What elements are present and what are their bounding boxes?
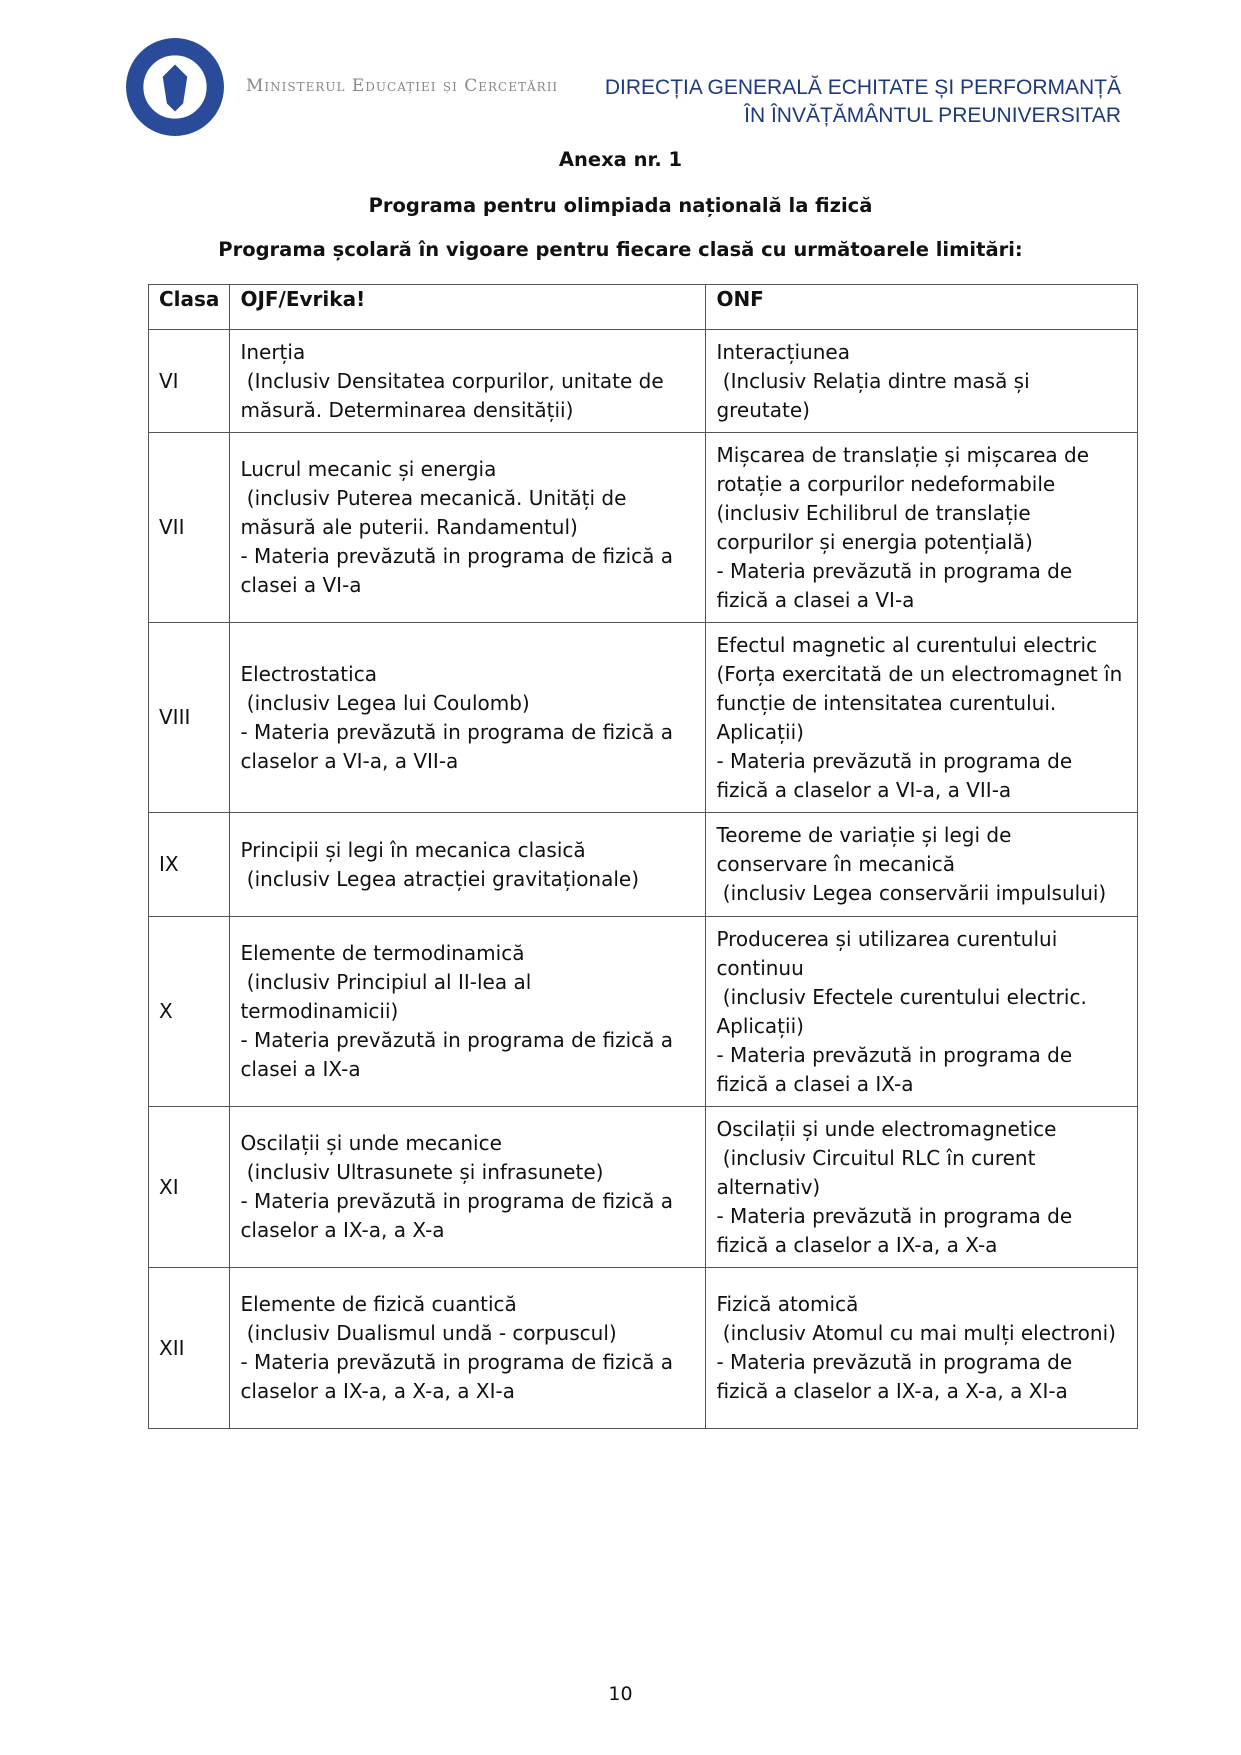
cell-clasa-container	[149, 1107, 230, 1268]
cell-onf: Mișcarea de translație și mișcarea de rotație a corpurilor nedeformabile (inclusiv Echilibrul de translație corpurilor și energia potențială) - Materia prevăzută in programa de fizică a clasei a VI-a	[716, 442, 1090, 612]
directorate-name	[605, 74, 1121, 130]
cell-ojf: Electrostatica (inclusiv Legea lui Coulomb) - Materia prevăzută in programa de fizică a claselor a VI-a, a VII-a	[240, 661, 674, 773]
cell-ojf: Principii și legi în mecanica clasică (inclusiv Legea atracției gravitaționale)	[240, 837, 640, 891]
header-ojf: OJF/Evrika!	[230, 285, 706, 330]
cell-onf: Oscilații și unde electromagnetice (inclusiv Circuitul RLC în curent alternativ) - Materia prevăzută in programa de fizică a claselor a IX-a, a X-a	[716, 1116, 1073, 1257]
table-header-row	[149, 285, 1138, 330]
table-row	[149, 1107, 1138, 1268]
cell-ojf-container	[230, 1268, 706, 1429]
table-row	[149, 433, 1138, 623]
cell-clasa-container	[149, 917, 230, 1107]
directorate-line-2: ÎN ÎNVĂȚĂMÂNTUL PREUNIVERSITAR	[744, 104, 1121, 127]
cell-clasa-container	[149, 330, 230, 433]
cell-onf-container	[706, 1268, 1138, 1429]
cell-onf-container	[706, 813, 1138, 917]
cell-onf: Producerea și utilizarea curentului continuu (inclusiv Efectele curentului electric. Aplicații) - Materia prevăzută in programa de fizică a clasei a IX-a	[716, 926, 1087, 1096]
cell-clasa-container	[149, 813, 230, 917]
cell-ojf: Elemente de termodinamică (inclusiv Principiul al II-lea al termodinamicii) - Materia prevăzută in programa de fizică a clasei a IX-a	[240, 941, 674, 1081]
cell-ojf: Oscilații și unde mecanice (inclusiv Ultrasunete și infrasunete) - Materia prevăzută in programa de fizică a claselor a IX-a, a X-a	[240, 1131, 674, 1242]
annex-title: Anexa nr. 1	[558, 148, 683, 171]
cell-ojf-container	[230, 917, 706, 1107]
cell-clasa: VIII	[159, 705, 191, 729]
cell-ojf-container	[230, 623, 706, 813]
government-seal-logo	[124, 36, 226, 138]
header-onf: ONF	[706, 285, 1138, 330]
table-row	[149, 1268, 1138, 1429]
cell-onf-container	[706, 433, 1138, 623]
cell-clasa-container	[149, 623, 230, 813]
directorate-line-1: DIRECȚIA GENERALĂ ECHITATE ȘI PERFORMANȚĂ	[604, 76, 1121, 99]
cell-ojf-container	[230, 433, 706, 623]
main-title: Programa pentru olimpiada națională la fizică	[368, 194, 873, 217]
cell-onf-container	[706, 917, 1138, 1107]
cell-clasa: VI	[159, 368, 179, 393]
table-row	[149, 330, 1138, 433]
header-clasa: Clasa	[149, 285, 230, 330]
table-row	[149, 623, 1138, 813]
cell-ojf-container	[230, 1107, 706, 1268]
cell-ojf-container	[230, 330, 706, 433]
table-row	[149, 917, 1138, 1107]
cell-clasa: XI	[159, 1174, 179, 1199]
cell-clasa: VII	[159, 515, 185, 539]
cell-onf: Interacțiunea (Inclusiv Relația dintre masă și greutate)	[716, 339, 1030, 422]
curriculum-table	[148, 284, 1138, 1429]
cell-clasa-container	[149, 1268, 230, 1429]
cell-ojf: Lucrul mecanic și energia (inclusiv Puterea mecanică. Unități de măsură ale puterii. Randamentul) - Materia prevăzută in programa de fizică a clasei a VI-a	[240, 457, 674, 597]
cell-ojf: Elemente de fizică cuantică (inclusiv Dualismul undă - corpuscul) - Materia prevăzută in programa de fizică a claselor a IX-a, a X-a, a XI-a	[240, 1292, 674, 1403]
cell-ojf-container	[230, 813, 706, 917]
cell-clasa: XII	[159, 1335, 185, 1360]
cell-onf: Fizică atomică (inclusiv Atomul cu mai mulți electroni) - Materia prevăzută in programa de fizică a claselor a IX-a, a X-a, a XI-a	[716, 1292, 1116, 1403]
cell-clasa: X	[159, 999, 173, 1023]
cell-onf-container	[706, 623, 1138, 813]
ministry-name: Ministerul Educației și Cercetării	[246, 76, 559, 96]
subtitle: Programa școlară în vigoare pentru fiecare clasă cu următoarele limitări:	[218, 238, 1023, 261]
cell-clasa: IX	[159, 852, 179, 876]
cell-ojf: Inerția (Inclusiv Densitatea corpurilor, unitate de măsură. Determinarea densității)	[240, 339, 664, 422]
cell-onf: Efectul magnetic al curentului electric (Forța exercitată de un electromagnet în funcție de intensitatea curentului. Aplicații) - Materia prevăzută in programa de fizică a claselor a VI-a, a VII-a	[716, 632, 1123, 802]
cell-onf-container	[706, 330, 1138, 433]
cell-clasa-container	[149, 433, 230, 623]
table-row	[149, 813, 1138, 917]
cell-onf: Teoreme de variație și legi de conservare în mecanică (inclusiv Legea conservării impulsului)	[716, 823, 1107, 905]
cell-onf-container	[706, 1107, 1138, 1268]
page-number: 10	[608, 1683, 633, 1705]
